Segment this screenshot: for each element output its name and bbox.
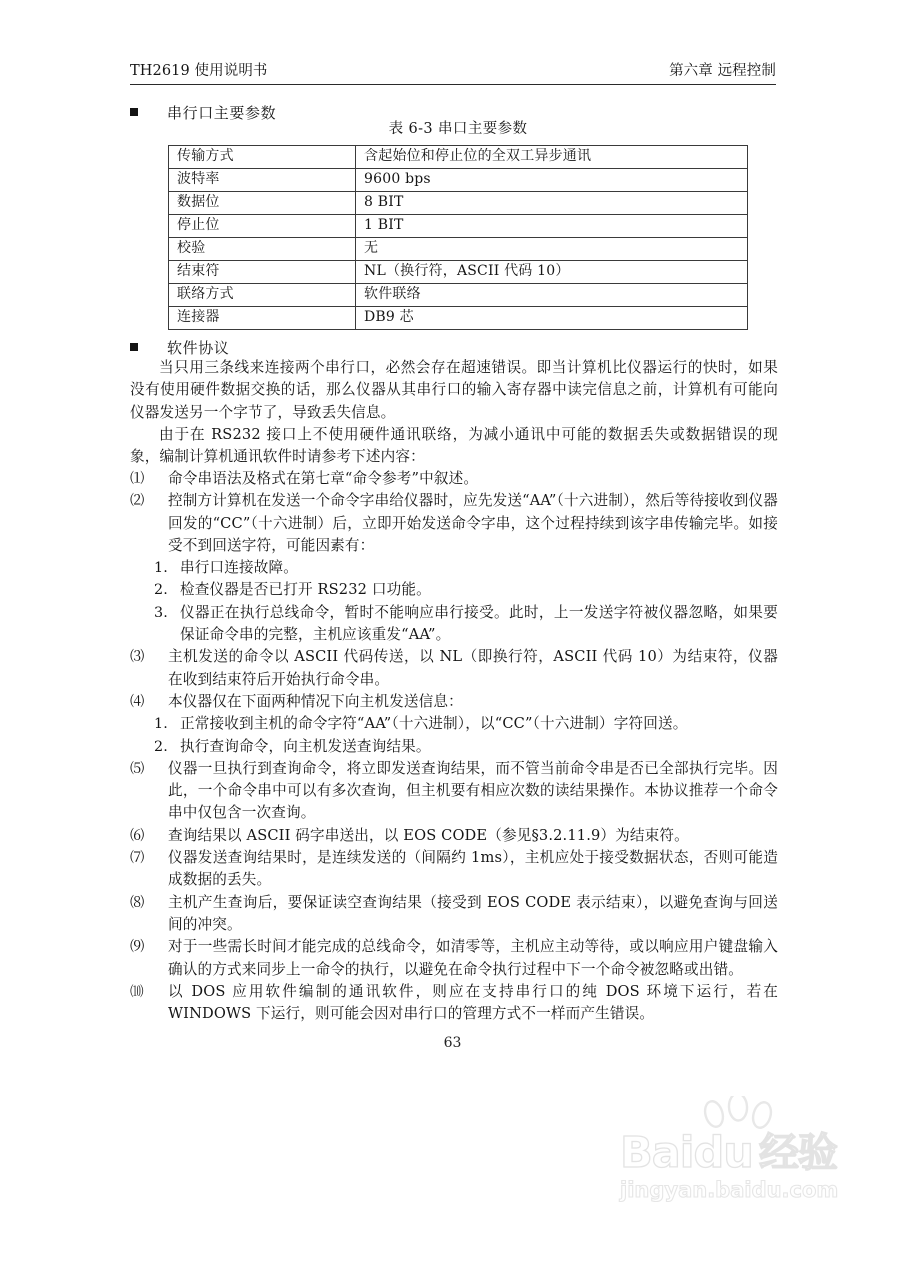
list-item-text: 主机产生查询后，要保证读空查询结果（接受到 EOS CODE 表示结束），以避免查询与回送间的冲突。 xyxy=(168,893,778,933)
sub-list-item xyxy=(130,736,778,758)
list-item-number: ⑵ xyxy=(130,493,145,510)
page-number: 63 xyxy=(443,1035,462,1051)
table-cell-value: DB9 芯 xyxy=(356,307,748,330)
list-item-number: ⑷ xyxy=(130,693,145,710)
table-row xyxy=(169,261,748,284)
list-item xyxy=(130,825,778,847)
serial-params-table xyxy=(168,145,748,330)
list-item-text: 查询结果以 ASCII 码字串送出，以 EOS CODE（参见§3.2.11.9）为结束符。 xyxy=(168,826,689,844)
header-left-title: TH2619 使用说明书 xyxy=(130,63,268,79)
list-item-row xyxy=(130,936,778,981)
table-row xyxy=(169,192,748,215)
list-item-number: ⑻ xyxy=(130,894,145,911)
table-row xyxy=(169,238,748,261)
list-item-number: ⑴ xyxy=(130,471,145,487)
list-item-row xyxy=(130,691,778,713)
intro-paragraph-2: 由于在 RS232 接口上不使用硬件通讯联络，为减小通讯中可能的数据丢失或数据错误的现象，编制计算机通讯软件时请参考下述内容： xyxy=(130,425,778,466)
sub-list-item xyxy=(130,713,778,735)
sub-list-item-number: 1. xyxy=(154,560,168,577)
table-cell-key: 数据位 xyxy=(169,192,356,215)
table-row xyxy=(169,307,748,330)
table-cell-value: 无 xyxy=(356,238,748,261)
table-caption: 表 6-3 串口主要参数 xyxy=(388,121,528,137)
list-item xyxy=(130,981,778,1026)
table-row xyxy=(169,169,748,192)
table-cell-value: NL（换行符，ASCII 代码 10） xyxy=(356,261,748,284)
sub-list-item xyxy=(130,579,778,601)
table-cell-key: 停止位 xyxy=(169,215,356,238)
table-row xyxy=(169,284,748,307)
table-cell-value: 9600 bps xyxy=(356,169,748,192)
list-item-row xyxy=(130,646,778,691)
list-item-text: 对于一些需长时间才能完成的总线命令，如清零等，主机应主动等待，或以响应用户键盘输入确认的方式来同步上一命令的执行，以避免在命令执行过程中下一个命令被忽略或出错。 xyxy=(168,938,778,978)
sub-list-item xyxy=(130,557,778,579)
section-heading-label: 串行口主要参数 xyxy=(167,104,277,122)
square-bullet-icon xyxy=(130,108,138,116)
list-item xyxy=(130,758,778,825)
watermark-brand-cn: 经验 xyxy=(758,1130,837,1176)
intro-paragraphs xyxy=(130,357,778,468)
list-item-text: 仪器一旦执行到查询命令，将立即发送查询结果，而不管当前命令串是否已全部执行完毕。因此，一个命令串中可以有多次查询，但主机要有相应次数的读结果操作。本协议推荐一个命令串中仅包含一次查询。 xyxy=(168,759,778,822)
list-item-text: 仪器发送查询结果时，是连续发送的（间隔约 1ms），主机应处于接受数据状态，否则可能造成数据的丢失。 xyxy=(168,849,778,889)
list-item xyxy=(130,892,778,937)
table-cell-key: 传输方式 xyxy=(169,146,356,169)
table-body xyxy=(169,146,748,330)
list-item-row xyxy=(130,847,778,892)
list-item-row xyxy=(130,490,778,557)
list-item-row xyxy=(130,825,778,847)
sub-list-item-number: 2. xyxy=(154,582,168,599)
watermark-url: jingyan.baidu.com xyxy=(620,1178,839,1202)
table-cell-key: 联络方式 xyxy=(169,284,356,307)
section-heading-label: 软件协议 xyxy=(167,339,230,357)
watermark-brand: Baidu xyxy=(620,1128,753,1178)
watermark-brand-row xyxy=(620,1130,890,1176)
list-item-row xyxy=(130,981,778,1026)
protocol-numbered-list xyxy=(130,468,778,1025)
table-row xyxy=(169,215,748,238)
table-cell-value: 1 BIT xyxy=(356,215,748,238)
table-cell-key: 波特率 xyxy=(169,169,356,192)
sub-list-item-number: 2. xyxy=(154,738,168,755)
table-cell-value: 软件联络 xyxy=(356,284,748,307)
baidu-paw-icon xyxy=(698,1096,784,1142)
list-item-row xyxy=(130,892,778,937)
list-item-row xyxy=(130,758,778,825)
sub-list-item-text: 串行口连接故障。 xyxy=(180,559,298,577)
list-item xyxy=(130,468,778,490)
list-item-text: 本仪器仅在下面两种情况下向主机发送信息： xyxy=(168,692,463,710)
table-cell-value: 含起始位和停止位的全双工异步通讯 xyxy=(356,146,748,169)
list-item-text: 控制方计算机在发送一个命令字串给仪器时，应先发送“AA”（十六进制），然后等待接收到仪器回发的“CC”（十六进制）后，立即开始发送命令字串，这个过程持续到该字串传输完毕。如接受不到回送字符，可能因素有： xyxy=(168,492,778,554)
table-cell-key: 连接器 xyxy=(169,307,356,330)
section-heading-software-protocol xyxy=(130,338,229,358)
sub-list-item-text: 检查仪器是否已打开 RS232 口功能。 xyxy=(180,581,431,599)
list-item xyxy=(130,646,778,691)
sub-list-item-number: 3. xyxy=(154,604,168,621)
list-item xyxy=(130,847,778,892)
table-cell-key: 校验 xyxy=(169,238,356,261)
list-item-number: ⑶ xyxy=(130,649,145,666)
page-header xyxy=(130,62,776,80)
sub-list-item xyxy=(130,602,778,647)
baidu-jingyan-watermark xyxy=(620,1130,890,1202)
table-cell-key: 结束符 xyxy=(169,261,356,284)
sub-list-item-text: 执行查询命令，向主机发送查询结果。 xyxy=(180,737,431,755)
numbered-list xyxy=(130,468,778,1025)
list-item-number: ⑺ xyxy=(130,850,145,867)
table-cell-value: 8 BIT xyxy=(356,192,748,215)
square-bullet-icon xyxy=(130,343,138,351)
table-row xyxy=(169,146,748,169)
sub-list-item-text: 正常接收到主机的命令字符“AA”（十六进制），以“CC”（十六进制）字符回送。 xyxy=(180,715,688,733)
header-right-chapter: 第六章 远程控制 xyxy=(669,63,776,79)
list-item-number: ⑸ xyxy=(130,760,145,777)
list-item xyxy=(130,490,778,646)
list-item-text: 命令串语法及格式在第七章“命令参考”中叙述。 xyxy=(168,470,479,487)
sub-list-item-number: 1. xyxy=(154,716,168,733)
list-item xyxy=(130,936,778,981)
list-item-number: ⑽ xyxy=(130,983,144,1000)
list-item xyxy=(130,691,778,758)
intro-paragraph-1: 当只用三条线来连接两个串行口，必然会存在超速错误。即当计算机比仪器运行的快时，如果没有使用硬件数据交换的话，那么仪器从其串行口的输入寄存器中读完信息之前，计算机有可能向仪器发送另一个字节了，导致丢失信息。 xyxy=(130,359,778,421)
list-item-text: 以 DOS 应用软件编制的通讯软件，则应在支持串行口的纯 DOS 环境下运行，若在 WINDOWS 下运行，则可能会因对串行口的管理方式不一样而产生错误。 xyxy=(168,982,778,1023)
list-item-text: 主机发送的命令以 ASCII 代码传送，以 NL（即换行符，ASCII 代码 10）为结束符，仪器在收到结束符后开始执行命令串。 xyxy=(168,648,778,688)
list-item-row xyxy=(130,468,778,490)
list-item-number: ⑹ xyxy=(130,827,145,844)
sub-list-item-text: 仪器正在执行总线命令，暂时不能响应串行接受。此时，上一发送字符被仪器忽略，如果要保证命令串的完整，主机应该重发“AA”。 xyxy=(180,603,778,644)
list-item-number: ⑼ xyxy=(130,939,145,956)
header-rule-divider xyxy=(130,84,776,85)
